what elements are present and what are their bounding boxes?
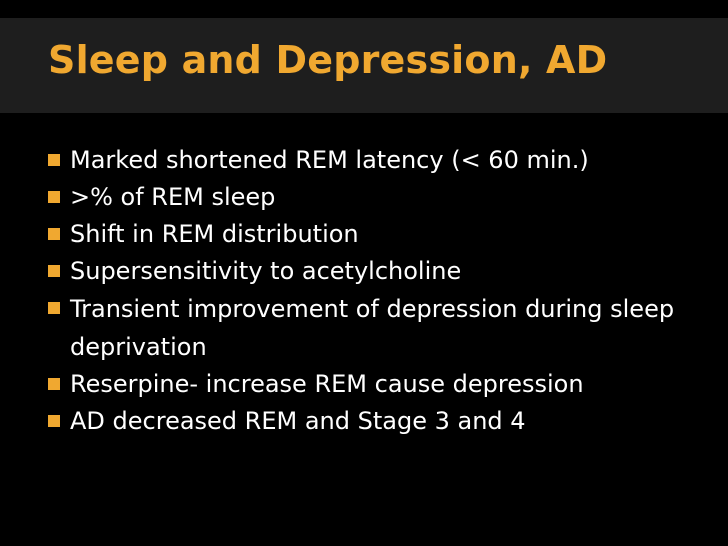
bullet-item bbox=[48, 142, 708, 179]
square-bullet-icon bbox=[48, 378, 60, 390]
bullet-item bbox=[48, 253, 708, 290]
bullet-text: Reserpine- increase REM cause depression bbox=[70, 370, 584, 398]
bullet-item bbox=[48, 216, 708, 253]
square-bullet-icon bbox=[48, 302, 60, 314]
bullet-text: Supersensitivity to acetylcholine bbox=[70, 257, 462, 285]
bullet-text: AD decreased REM and Stage 3 and 4 bbox=[70, 407, 526, 435]
bullet-text: Transient improvement of depression during sleep deprivation bbox=[70, 295, 675, 361]
bullet-text: Marked shortened REM latency (< 60 min.) bbox=[70, 146, 589, 174]
bullet-list bbox=[48, 142, 708, 440]
bullet-item bbox=[48, 290, 708, 366]
bullet-item bbox=[48, 403, 708, 440]
bullet-item bbox=[48, 179, 708, 216]
square-bullet-icon bbox=[48, 265, 60, 277]
bullet-text: Shift in REM distribution bbox=[70, 220, 359, 248]
square-bullet-icon bbox=[48, 415, 60, 427]
bullet-item bbox=[48, 366, 708, 403]
square-bullet-icon bbox=[48, 228, 60, 240]
square-bullet-icon bbox=[48, 154, 60, 166]
square-bullet-icon bbox=[48, 191, 60, 203]
slide-title: Sleep and Depression, AD bbox=[48, 38, 608, 82]
bullet-text: >% of REM sleep bbox=[70, 183, 276, 211]
